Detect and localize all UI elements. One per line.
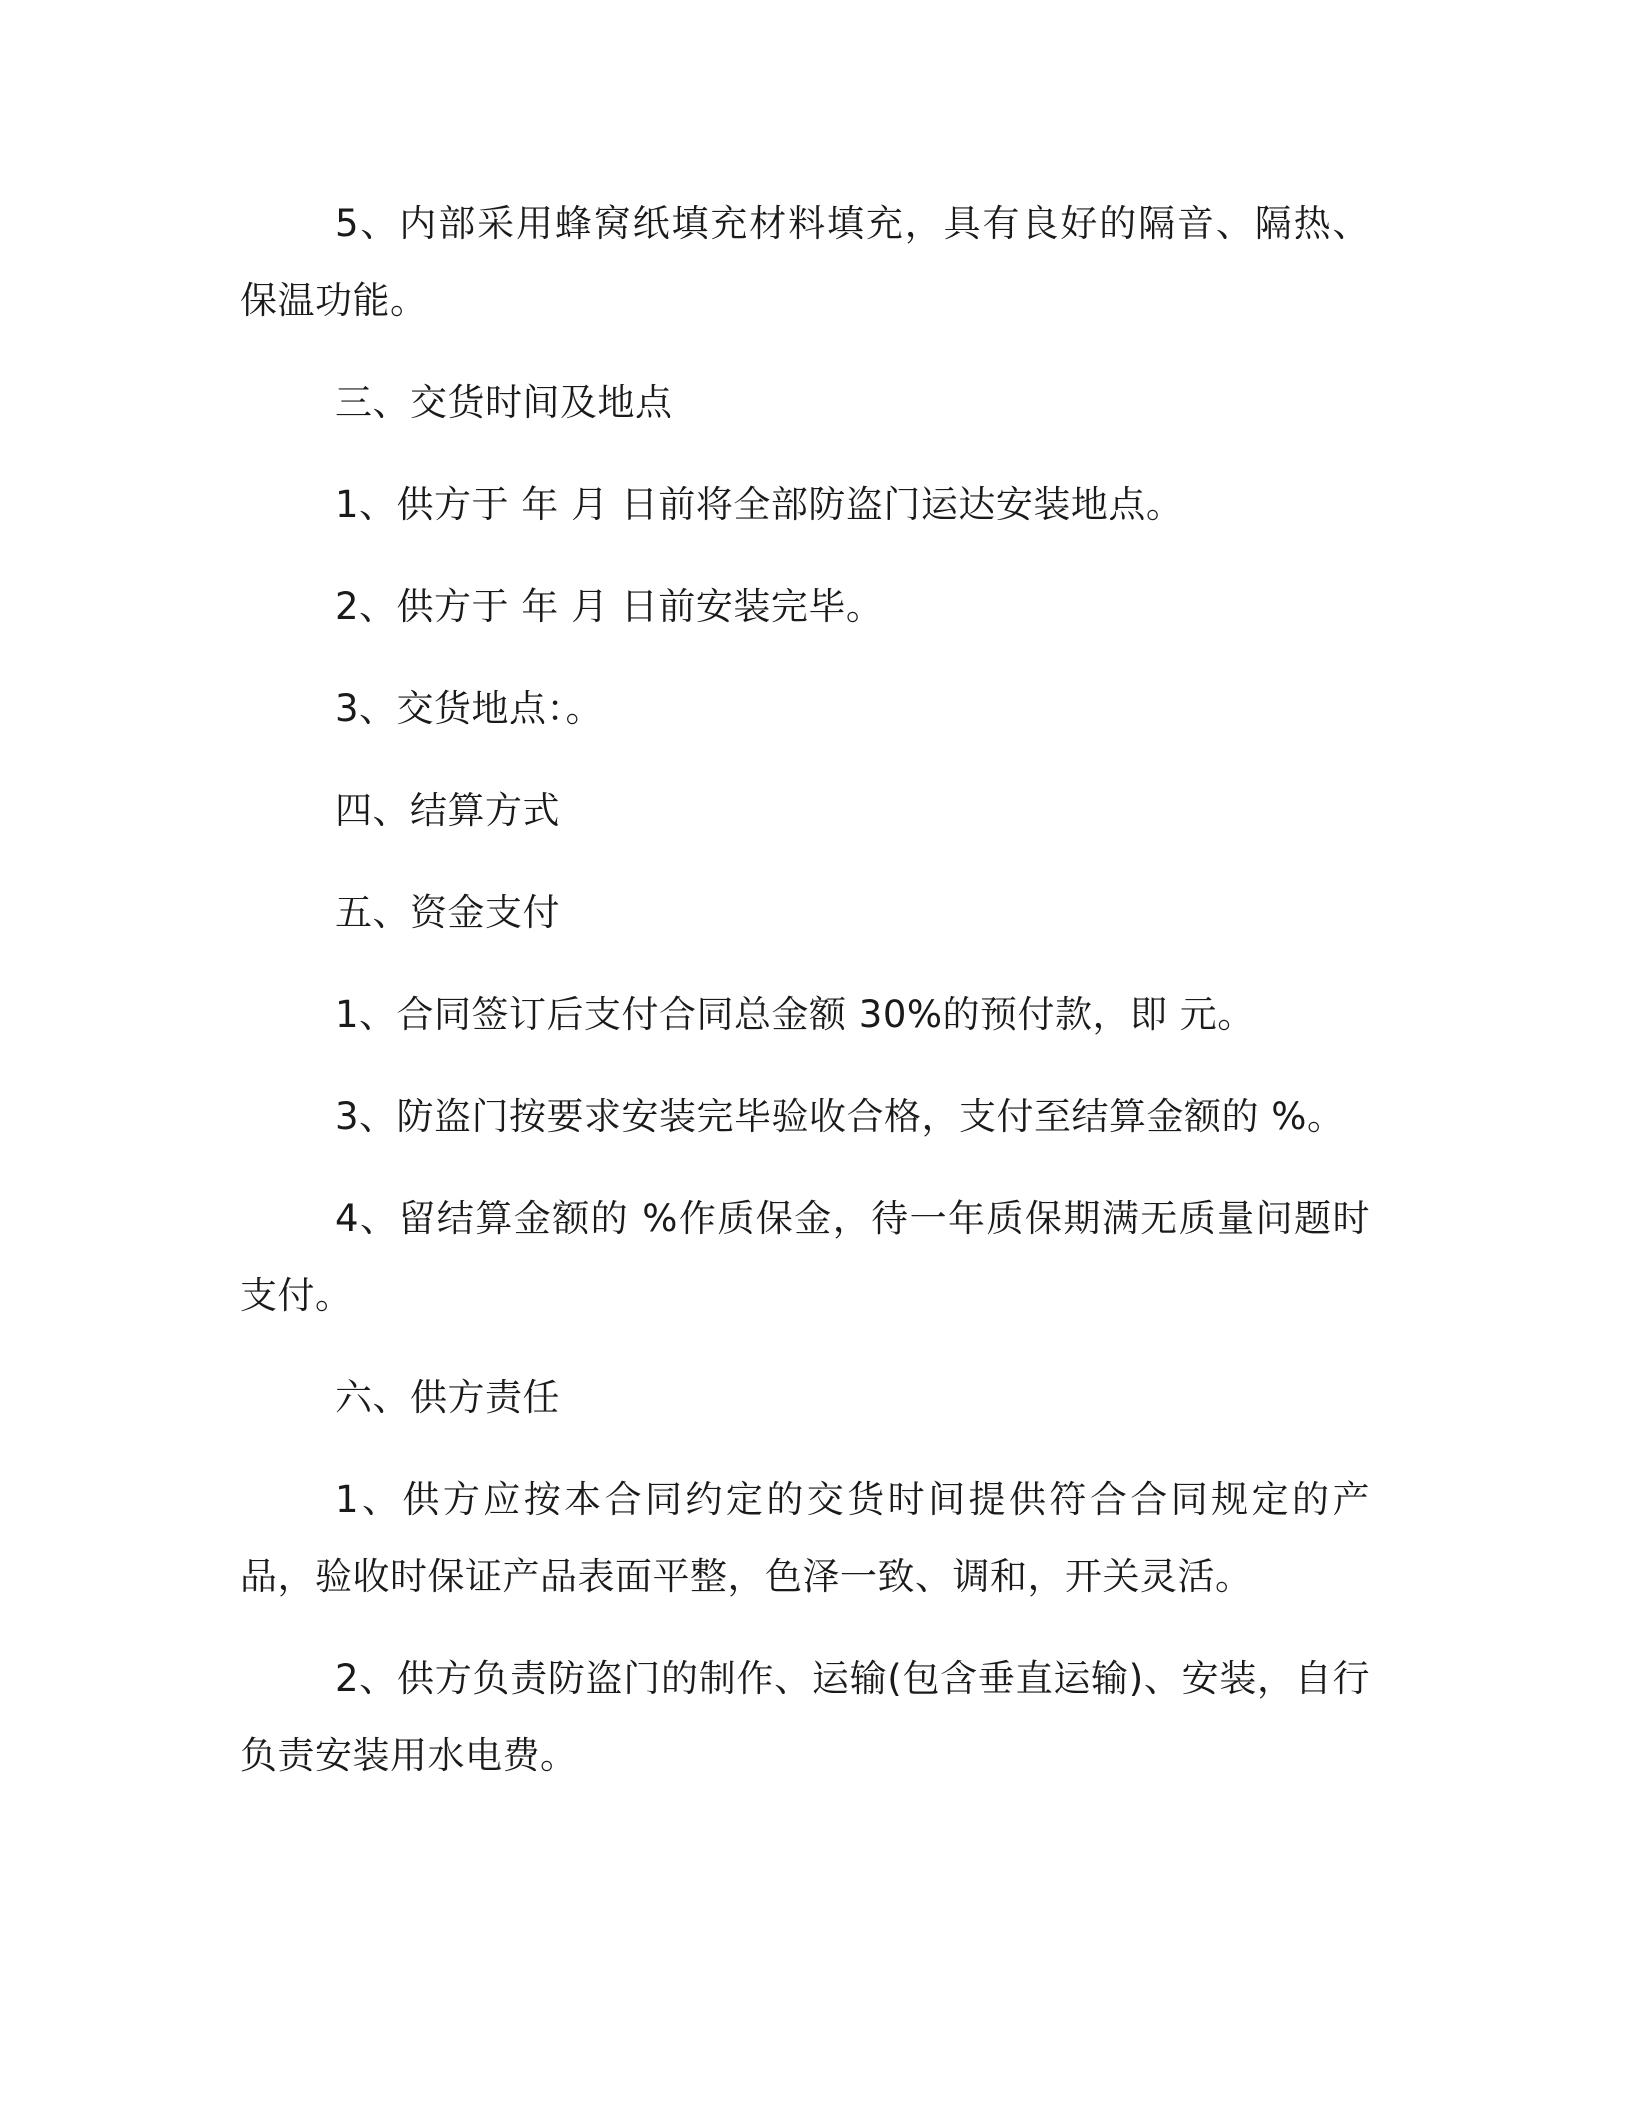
paragraph-delivery-3: 3、交货地点：。 xyxy=(335,687,604,730)
section-heading-delivery: 三、交货时间及地点 xyxy=(335,381,673,424)
paragraph-item-5-filling: 5、内部采用蜂窝纸填充材料填充，具有良好的隔音、隔热、保温功能。 xyxy=(240,202,1370,322)
paragraph-delivery-1: 1、供方于 年 月 日前将全部防盗门运达安装地点。 xyxy=(335,483,1184,526)
paragraph-payment-1: 1、合同签订后支付合同总金额 30%的预付款，即 元。 xyxy=(335,993,1255,1036)
section-heading-settlement: 四、结算方式 xyxy=(335,789,560,832)
paragraph-payment-4: 4、留结算金额的 %作质保金，待一年质保期满无质量问题时支付。 xyxy=(240,1197,1370,1317)
document-body xyxy=(240,185,1370,1819)
section-heading-supplier-duty: 六、供方责任 xyxy=(335,1376,560,1419)
paragraph-duty-2: 2、供方负责防盗门的制作、运输(包含垂直运输)、安装，自行负责安装用水电费。 xyxy=(240,1657,1370,1777)
paragraph-duty-1: 1、供方应按本合同约定的交货时间提供符合合同规定的产品，验收时保证产品表面平整，色泽一致、调和，开关灵活。 xyxy=(240,1478,1370,1598)
paragraph-delivery-2: 2、供方于 年 月 日前安装完毕。 xyxy=(335,585,884,628)
paragraph-payment-3: 3、防盗门按要求安装完毕验收合格，支付至结算金额的 %。 xyxy=(335,1095,1345,1138)
section-heading-payment: 五、资金支付 xyxy=(335,891,560,934)
